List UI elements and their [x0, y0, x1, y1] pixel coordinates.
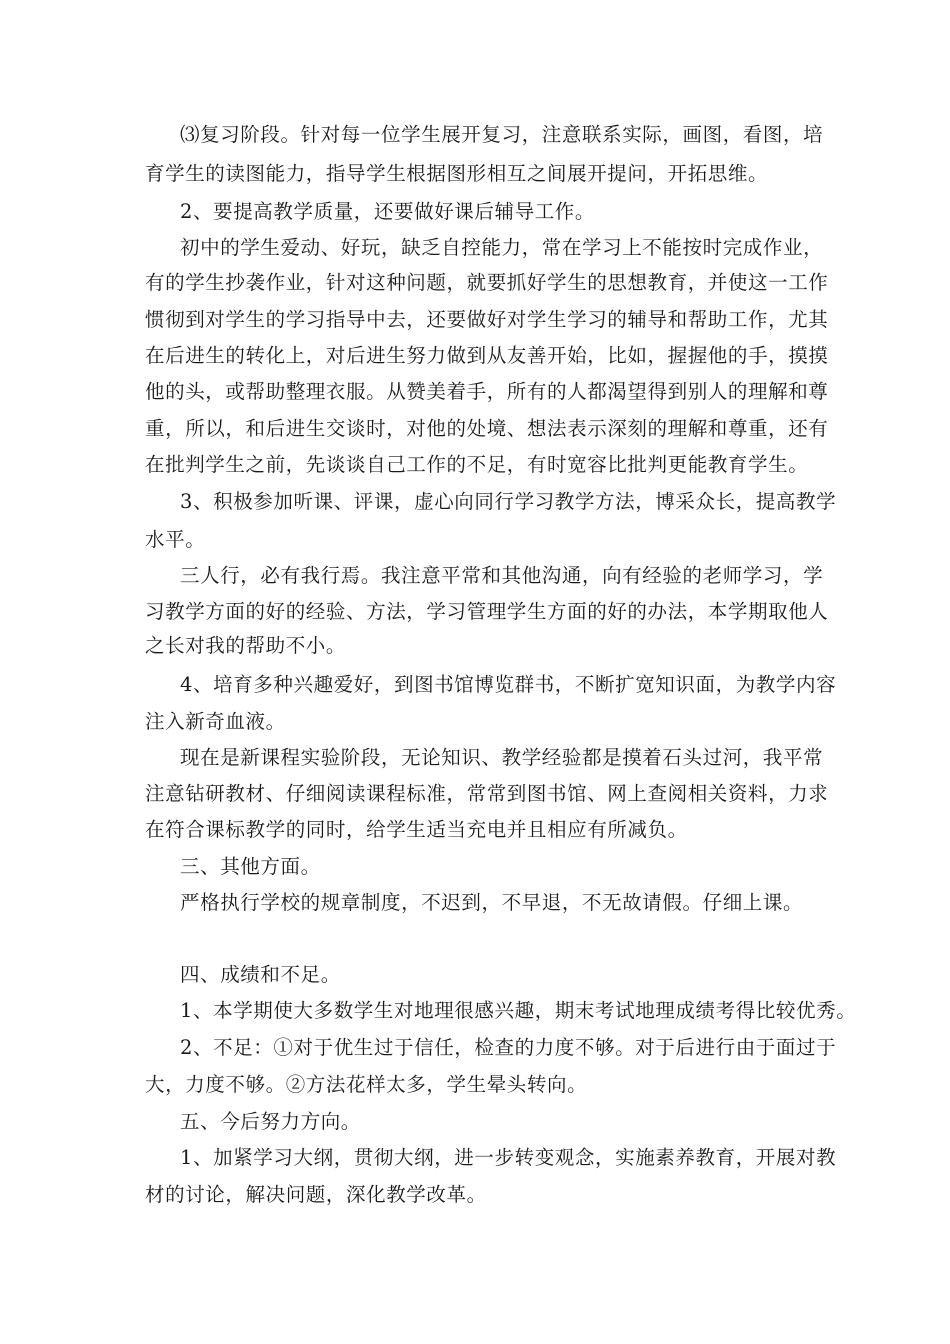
paragraph-line: 1、加紧学习大纲，贯彻大纲，进一步转变观念，实施素养教育，开展对教: [180, 1146, 837, 1169]
paragraph-line: 之长对我的帮助不小。: [145, 634, 347, 657]
paragraph-line: 大，力度不够。②方法花样太多，学生晕头转向。: [145, 1073, 588, 1096]
section-heading: 四、成绩和不足。: [180, 963, 341, 986]
paragraph-line: 2、要提高教学质量，还要做好课后辅导工作。: [180, 200, 596, 223]
paragraph-line: 重，所以，和后进生交谈时，对他的处境、想法表示深刻的理解和尊重，还有: [145, 417, 829, 440]
paragraph-line: 严格执行学校的规章制度，不迟到，不早退，不无故请假。仔细上课。: [180, 891, 804, 914]
paragraph-line: 4、培育多种兴趣爱好，到图书馆博览群书，不断扩宽知识面，为教学内容: [180, 673, 837, 696]
paragraph-line: 习教学方面的好的经验、方法，学习管理学生方面的好的办法，本学期取他人: [145, 600, 829, 623]
paragraph-line: 在符合课标教学的同时，给学生适当充电并且相应有所减负。: [145, 818, 688, 841]
paragraph-line: 初中的学生爱动、好玩，缺乏自控能力，常在学习上不能按时完成作业，: [180, 236, 824, 259]
paragraph-line: 育学生的读图能力，指导学生根据图形相互之间展开提问，开拓思维。: [145, 162, 769, 185]
paragraph-line: 现在是新课程实验阶段，无论知识、教学经验都是摸着石头过河，我平常: [180, 746, 824, 769]
paragraph-line: 水平。: [145, 528, 206, 551]
section-heading: 三、其他方面。: [180, 855, 321, 878]
paragraph-line: 有的学生抄袭作业，针对这种问题，就要抓好学生的思想教育，并使这一工作: [145, 271, 829, 294]
paragraph-line: 2、不足：①对于优生过于信任，检查的力度不够。对于后进行由于面过于: [180, 1036, 837, 1059]
paragraph-line: ⑶复习阶段。针对每一位学生展开复习，注意联系实际，画图，看图，培: [180, 123, 824, 146]
paragraph-line: 在批判学生之前，先谈谈自己工作的不足，有时宽容比批判更能教育学生。: [145, 453, 809, 476]
paragraph-line: 惯彻到对学生的学习指导中去，还要做好对学生学习的辅导和帮助工作，尤其: [145, 308, 829, 331]
paragraph-line: 3、积极参加听课、评课，虚心向同行学习教学方法，博采众长，提高教学: [180, 490, 837, 513]
section-heading: 五、今后努力方向。: [180, 1110, 361, 1133]
paragraph-line: 三人行，必有我行焉。我注意平常和其他沟通，向有经验的老师学习，学: [180, 564, 824, 587]
paragraph-line: 注意钻研教材、仔细阅读课程标准，常常到图书馆、网上查阅相关资料，力求: [145, 782, 829, 805]
paragraph-line: 材的讨论，解决问题，深化教学改革。: [145, 1183, 487, 1206]
paragraph-line: 在后进生的转化上，对后进生努力做到从友善开始，比如，握握他的手，摸摸: [145, 344, 829, 367]
paragraph-line: 1、本学期使大多数学生对地理很感兴趣，期末考试地理成绩考得比较优秀。: [180, 999, 857, 1022]
paragraph-line: 注入新奇血液。: [145, 710, 286, 733]
paragraph-line: 他的头，或帮助整理衣服。从赞美着手，所有的人都渴望得到别人的理解和尊: [145, 380, 829, 403]
